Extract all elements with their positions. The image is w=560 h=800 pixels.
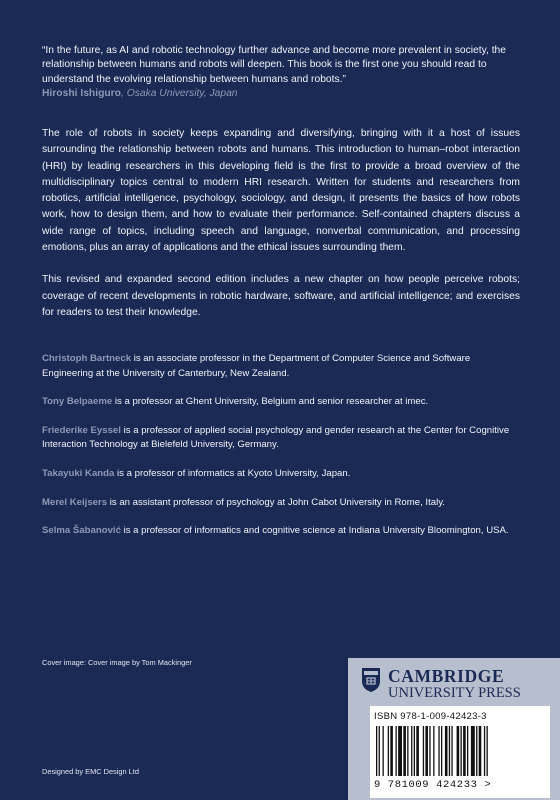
barcode-bar xyxy=(438,726,439,776)
author-bio xyxy=(42,395,520,410)
barcode-bar xyxy=(383,726,384,776)
barcode-digits: 9 781009 424233 > xyxy=(374,779,492,791)
author-name: Christoph Bartneck xyxy=(42,353,132,364)
barcode-bar xyxy=(407,726,408,776)
barcode-bar xyxy=(390,726,393,776)
quote-text: “In the future, as AI and robotic technology further advance and become more prevalent in society, the relationship between humans and robots will deepen. This book is the first one you should read to understand the evolving relationship between humans and robots.” xyxy=(42,45,507,85)
barcode-box xyxy=(370,706,550,798)
cover-image-credit: Cover image: Cover image by Tom Mackinger xyxy=(42,658,192,667)
barcode-bar xyxy=(429,726,430,776)
author-name: Tony Belpaeme xyxy=(42,396,113,408)
book-description xyxy=(42,126,520,337)
cambridge-crest-icon xyxy=(361,667,381,693)
barcode-bar xyxy=(396,726,397,776)
barcode-bar xyxy=(461,726,462,776)
barcode-bar xyxy=(441,726,442,776)
endorsement-quote xyxy=(42,44,522,101)
barcode-bar xyxy=(425,726,428,776)
barcode-bar xyxy=(411,726,412,776)
author-bio-text: is a professor of informatics and cognitive science at Indiana University Bloomington, USA. xyxy=(120,525,509,537)
quote-author: Hiroshi Ishiguro xyxy=(42,87,121,99)
author-bio-text: is a professor at Ghent University, Belgium and senior researcher at imec. xyxy=(112,396,429,408)
barcode-bar xyxy=(484,726,485,776)
author-bio xyxy=(42,524,520,539)
author-bio xyxy=(42,424,520,453)
author-bio xyxy=(42,352,520,381)
barcode xyxy=(374,726,546,778)
barcode-bar xyxy=(471,726,475,776)
author-bio-text: is an associate professor in the Department of Computer Science and Software Engineering at the University of Canterbury, New Zealand. xyxy=(42,353,471,379)
barcode-bar xyxy=(414,726,415,776)
barcode-bar xyxy=(457,726,460,776)
author-name: Selma Šabanović xyxy=(42,525,121,537)
author-bio xyxy=(42,467,520,482)
barcode-bar xyxy=(487,726,488,776)
author-bios xyxy=(42,352,520,553)
description-paragraph-2: This revised and expanded second edition includes a new chapter on how people perceive robots; coverage of recent developments in robotic hardware, software, and artificial intelligence; and exercises for readers to test their knowledge. xyxy=(42,274,520,318)
barcode-bar xyxy=(451,726,452,776)
description-paragraph-1: The role of robots in society keeps expanding and diversifying, bringing with it a host of issues surrounding the relationship between robots and humans. This introduction to human–robot interaction (HRI) by leading researchers in this developing field is the first to provide a broad overview of the multidisciplinary topics central to modern HRI research. Written for students and researchers from robotics, artificial intelligence, psychology, sociology, and design, it presents the basics of how robots work, how to design them, and how to evaluate their performance. Self-contained chapters discuss a wide range of topics, including speech and language, nonverbal communication, and processing emotions, plus an array of applications and the ethical issues surrounding them. xyxy=(42,128,520,254)
barcode-bar xyxy=(445,726,448,776)
barcode-bar xyxy=(423,726,424,776)
publisher-press: UNIVERSITY PRESS xyxy=(388,685,521,701)
barcode-bar xyxy=(416,726,419,776)
author-name: Takayuki Kanda xyxy=(42,467,115,479)
author-name: Friederike Eyssel xyxy=(42,424,121,436)
barcode-bar xyxy=(467,726,468,776)
isbn-text: ISBN 978-1-009-42423-3 xyxy=(374,711,487,722)
barcode-bar xyxy=(449,726,450,776)
barcode-bar xyxy=(403,726,406,776)
publisher-panel xyxy=(348,658,560,800)
publisher-name: CAMBRIDGE xyxy=(388,666,505,686)
design-credit: Designed by EMC Design Ltd xyxy=(42,767,139,776)
barcode-bar xyxy=(379,726,380,776)
author-bio-text: is a professor of informatics at Kyoto University, Japan. xyxy=(114,467,351,479)
author-bio-text: is a professor of applied social psychology and gender research at the Center for Cognitive Interaction Technology at Bielefeld University, Germany. xyxy=(42,424,510,451)
barcode-bar xyxy=(476,726,477,776)
barcode-bar xyxy=(398,726,402,776)
author-bio xyxy=(42,496,520,511)
author-name: Merel Keijsers xyxy=(42,496,108,508)
barcode-bar xyxy=(479,726,482,776)
quote-affiliation: Osaka University, Japan xyxy=(126,87,238,99)
author-bio-text: is an assistant professor of psychology at John Cabot University in Rome, Italy. xyxy=(107,496,445,508)
barcode-bar xyxy=(388,726,389,776)
barcode-bar xyxy=(463,726,466,776)
quote-attribution: Hiroshi Ishiguro, Osaka University, Japan xyxy=(42,87,238,99)
barcode-bar xyxy=(433,726,434,776)
barcode-bar xyxy=(376,726,377,776)
